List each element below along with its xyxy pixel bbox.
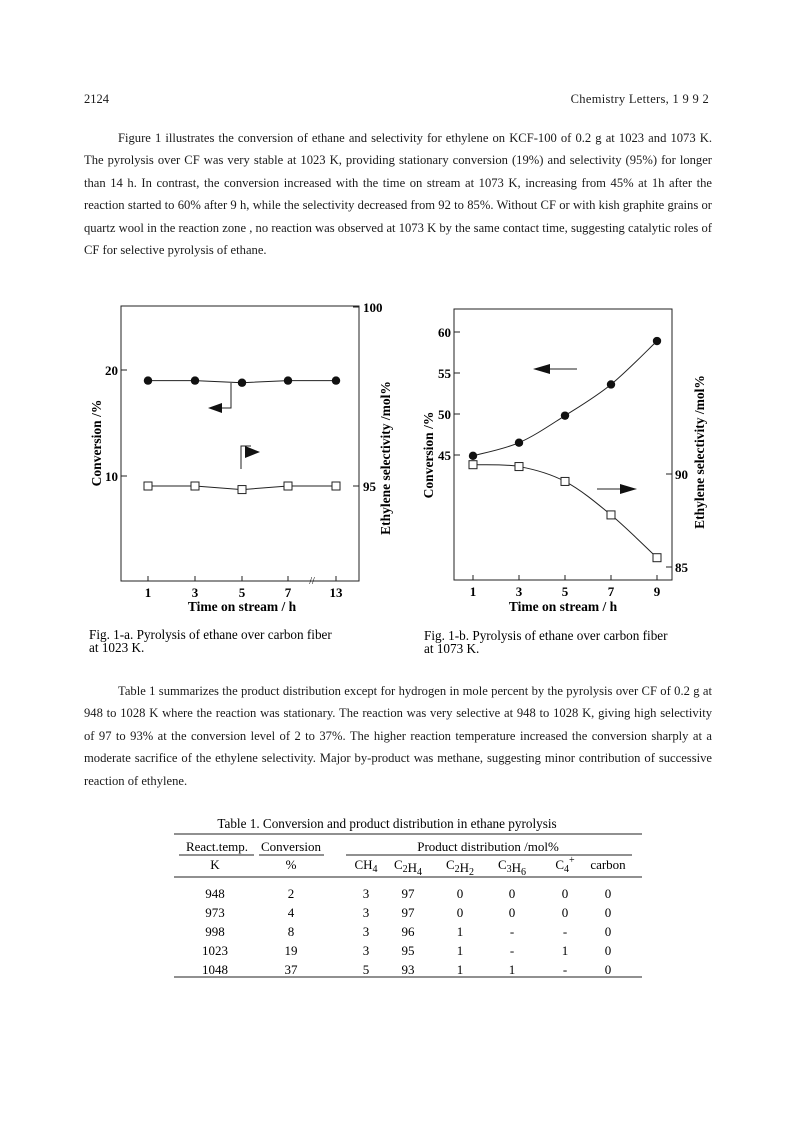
x-axis-label: Time on stream / h xyxy=(508,599,618,614)
table-cell: 3 xyxy=(362,924,370,939)
y-left-tick-label: 20 xyxy=(105,363,118,378)
x-tick-label: 3 xyxy=(191,585,199,600)
left-axis-indicator-arrowhead xyxy=(208,403,222,413)
table-cell: - xyxy=(562,924,568,939)
y-right-axis-label: Ethylene selectivity /mol% xyxy=(692,375,707,529)
product-column-header: $CH_4$ xyxy=(354,857,378,875)
table-cell: 0 xyxy=(604,962,612,977)
x-tick-label: 7 xyxy=(284,585,292,600)
x-tick-label: 1 xyxy=(469,584,477,599)
x-axis-label: Time on stream / h xyxy=(187,599,297,614)
table-cell: 97 xyxy=(401,886,415,901)
selectivity-point xyxy=(469,461,477,469)
table-cell: 8 xyxy=(287,924,295,939)
table-cell: 0 xyxy=(508,886,516,901)
y-right-tick-label: 95 xyxy=(363,479,376,494)
product-column-header: $C_3H_6$ xyxy=(497,857,527,878)
series-conversion-line xyxy=(148,381,336,383)
table-cell: 0 xyxy=(604,943,612,958)
table-cell: 1 xyxy=(508,962,516,977)
series-conversion-line xyxy=(473,341,657,456)
unit-percent: % xyxy=(285,857,297,872)
selectivity-point xyxy=(191,482,199,490)
conversion-point xyxy=(607,380,615,388)
y-right-tick-label: 100 xyxy=(363,300,383,315)
table-cell: 97 xyxy=(401,905,415,920)
conversion-point xyxy=(191,376,199,384)
unit-kelvin: K xyxy=(210,857,220,872)
y-left-tick-label: 55 xyxy=(438,366,451,381)
table-cell: 19 xyxy=(284,943,298,958)
table-cell: 0 xyxy=(508,905,516,920)
chart-1a xyxy=(89,300,393,655)
table-cell: 37 xyxy=(284,962,298,977)
selectivity-point xyxy=(332,482,340,490)
series-selectivity-line xyxy=(148,486,336,490)
y-left-tick-label: 45 xyxy=(438,448,451,463)
product-column-header: $C_4^+$ xyxy=(555,855,575,875)
product-column-header: carbon xyxy=(590,857,626,872)
table-row xyxy=(205,905,611,920)
selectivity-point xyxy=(144,482,152,490)
right-axis-indicator-arrowhead xyxy=(620,484,637,494)
table-cell: 3 xyxy=(362,905,370,920)
x-tick-label: 5 xyxy=(238,585,246,600)
page-number: 2124 xyxy=(84,92,109,106)
header-react-temp: React.temp. xyxy=(185,839,249,854)
left-axis-indicator-arrowhead xyxy=(533,364,550,374)
conversion-point xyxy=(653,337,661,345)
paragraph-table-discussion: Table 1 summarizes the product distribution except for hydrogen in mole percent by the pyrolysis over CF of 0.2 g at 948 to 1028 K where the reaction was stationary. The reaction was very selective at 948 to 1028 K, giving high selectivity of 97 to 93% at the conversion level of 2 to 37%. The higher reaction temperature increased the conversion sharply at a moderate sacrifice of the ethylene selectivity. Major by-product was methane, suggesting minor contribution of successive reaction of ethylene. xyxy=(84,684,712,788)
table-cell: 0 xyxy=(604,886,612,901)
plot-frame xyxy=(121,306,359,581)
table-cell: 96 xyxy=(401,924,415,939)
product-column-header: $C_2H_4$ xyxy=(393,857,423,878)
figure-caption-1a: Fig. 1-a. Pyrolysis of ethane over carbon fiber xyxy=(89,627,332,642)
conversion-point xyxy=(469,452,477,460)
table-cell: 998 xyxy=(205,924,225,939)
conversion-point xyxy=(144,376,152,384)
figure-caption-1a-cont: at 1023 K. xyxy=(89,640,145,655)
right-axis-indicator-line xyxy=(241,446,251,469)
selectivity-point xyxy=(284,482,292,490)
table-cell: 0 xyxy=(456,886,464,901)
conversion-point xyxy=(238,379,246,387)
conversion-point xyxy=(332,376,340,384)
table-cell: 1048 xyxy=(202,962,228,977)
table-cell: 0 xyxy=(456,905,464,920)
table-cell: 5 xyxy=(362,962,370,977)
journal-name: Chemistry Letters, 1 9 9 2 xyxy=(570,92,709,106)
table-cell: 93 xyxy=(401,962,415,977)
table-cell: 1023 xyxy=(202,943,228,958)
table-cell: 3 xyxy=(362,886,370,901)
conversion-point xyxy=(515,439,523,447)
conversion-point xyxy=(284,376,292,384)
table-cell: 948 xyxy=(205,886,225,901)
x-tick-label: 9 xyxy=(653,584,661,599)
table-cell: 0 xyxy=(604,905,612,920)
y-left-tick-label: 60 xyxy=(438,325,451,340)
x-tick-label: 3 xyxy=(515,584,523,599)
table-row xyxy=(205,924,611,939)
selectivity-point xyxy=(515,463,523,471)
selectivity-point xyxy=(653,554,661,562)
x-tick-label: 5 xyxy=(561,584,569,599)
y-left-tick-label: 10 xyxy=(105,469,118,484)
chart-1b xyxy=(421,309,707,656)
x-tick-label: 7 xyxy=(607,584,615,599)
table-cell: 0 xyxy=(604,924,612,939)
figure-caption-1b: Fig. 1-b. Pyrolysis of ethane over carbon fiber xyxy=(424,628,668,643)
header-conversion: Conversion xyxy=(261,839,321,854)
table-cell: 1 xyxy=(456,943,464,958)
table-cell: 4 xyxy=(287,905,295,920)
series-selectivity-line xyxy=(473,465,657,558)
table-caption: Table 1. Conversion and product distribution in ethane pyrolysis xyxy=(217,816,557,831)
x-tick-label: 13 xyxy=(329,585,343,600)
plot-frame xyxy=(454,309,672,580)
y-right-tick-label: 90 xyxy=(675,467,688,482)
table-row xyxy=(202,943,611,958)
table-row xyxy=(205,886,611,901)
x-tick-label: 1 xyxy=(144,585,152,600)
table-cell: 3 xyxy=(362,943,370,958)
y-right-axis-label: Ethylene selectivity /mol% xyxy=(378,381,393,535)
table-cell: 0 xyxy=(561,886,569,901)
selectivity-point xyxy=(561,477,569,485)
selectivity-point xyxy=(607,511,615,519)
y-left-axis-label: Conversion /% xyxy=(89,399,104,487)
axis-break-symbol: // xyxy=(309,576,315,587)
table-cell: - xyxy=(509,924,515,939)
left-axis-indicator-line xyxy=(222,383,231,408)
figure-caption-1b-cont: at 1073 K. xyxy=(424,641,480,656)
table-cell: 973 xyxy=(205,905,225,920)
table-cell: - xyxy=(562,962,568,977)
table-cell: 1 xyxy=(456,924,464,939)
table-cell: 1 xyxy=(561,943,569,958)
paragraph-figure-discussion: Figure 1 illustrates the conversion of ethane and selectivity for ethylene on KCF-100 of 0.2 g at 1023 and 1073 K. The pyrolysis over CF was very stable at 1023 K, providing stationary conversion (19%) and selectivity (95%) for longer than 14 h. In contrast, the conversion increased with the time on stream at 1073 K, increasing from 45% at 1h after the reaction started to 60% after 9 h, while the selectivity decreased from 92 to 85%. Without CF or with kish graphite grains or quartz wool in the reaction zone , no reaction was observed at 1073 K by the same contact time, suggesting catalytic roles of CF for selective pyrolysis of ethane. xyxy=(84,131,712,258)
table-cell: 1 xyxy=(456,962,464,977)
y-left-axis-label: Conversion /% xyxy=(421,411,436,499)
table-row xyxy=(202,962,611,977)
right-axis-indicator-arrowhead xyxy=(245,446,260,458)
header-product-distribution: Product distribution /mol% xyxy=(417,839,559,854)
table-cell: 2 xyxy=(287,886,295,901)
conversion-point xyxy=(561,411,569,419)
product-column-header: $C_2H_2$ xyxy=(445,857,475,878)
y-right-tick-label: 85 xyxy=(675,560,688,575)
y-left-tick-label: 50 xyxy=(438,407,451,422)
selectivity-point xyxy=(238,486,246,494)
table-cell: 0 xyxy=(561,905,569,920)
table-cell: - xyxy=(509,943,515,958)
table-cell: 95 xyxy=(401,943,415,958)
